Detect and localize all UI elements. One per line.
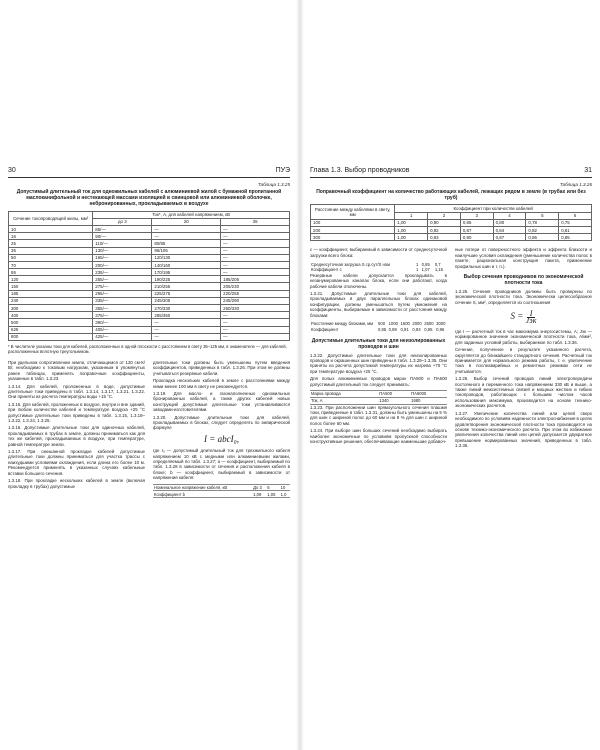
- distance-value: 1000: [388, 321, 398, 327]
- table-header-count-value: 6: [559, 212, 592, 219]
- right-column-2: [455, 247, 592, 450]
- voltage-value: 6: [266, 484, 279, 491]
- right-page: [300, 0, 600, 750]
- table-cell: 625: [9, 326, 93, 333]
- current-value: 1680: [410, 397, 447, 404]
- coef-value: 0,96: [436, 327, 445, 333]
- table-row: [9, 269, 290, 276]
- table-cell: 245/290: [221, 297, 290, 304]
- table-row: [9, 333, 290, 340]
- table-cell: 375/—: [93, 312, 152, 319]
- table-cell: 245/305: [152, 297, 221, 304]
- right-running-title: Глава 1.3. Выбор проводников: [310, 167, 410, 174]
- formula-lhs: S =: [510, 311, 524, 322]
- coef-value: 1: [416, 267, 419, 273]
- load-value: 0,7: [434, 261, 441, 267]
- table-cell: 210/255: [152, 283, 221, 290]
- table-cell: 0,85: [460, 219, 493, 226]
- table-cell: —: [152, 233, 221, 240]
- table-row: [311, 234, 592, 241]
- coef-value: 1,07: [421, 267, 430, 273]
- table-header-count: Коэффициент при количестве кабелей: [395, 205, 592, 212]
- table-cell: 255/—: [93, 276, 152, 283]
- load-value: 0,85: [421, 261, 430, 267]
- table-row: [9, 254, 290, 261]
- table-cell: 0,86: [526, 234, 559, 241]
- table-cell: 205/230: [221, 283, 290, 290]
- distance-value: 2000: [412, 321, 422, 327]
- coef-value: 0,93: [412, 327, 421, 333]
- table-row: [9, 312, 290, 319]
- table-footnote: * В числителе указаны токи для кабелей, расположенных в одной плоскости с расстоянием в свету 35–125 мм, в знаменателе — для кабелей, расположенных вплотную треугольником.: [8, 343, 287, 354]
- left-page-number: 30: [8, 167, 16, 174]
- table-header-count-value: 4: [493, 212, 526, 219]
- coef-label: Коэффициент c: [311, 267, 342, 273]
- table-cell: —: [221, 326, 290, 333]
- left-body-columns: [8, 360, 290, 498]
- paragraph: 1.3.17. При смешанной прокладке кабелей допустимые длительные токи должны приниматься для участка трассы с наихудшими условиями охлаждения, если длина его более 10 м. Рекомендуется применять в указанных случаях кабельные вставки большего сечения.: [8, 449, 145, 476]
- table-cell: 235/—: [93, 269, 152, 276]
- paragraph: где I — расчетный ток в час максимума энергосистемы, А; Jэк — нормированное значение экономической плотности тока, А/мм², для заданных условий работы, выбираемое по табл. 1.3.36.: [455, 329, 592, 345]
- paragraph: ные потери от поверхностного эффекта и эффекта близости и наилучшие условия охлаждения (уменьшение количества полос в пакете, рациональная конструкция пакета, применение профильных шин и т. п.).: [455, 247, 592, 269]
- wire-mark: ПА500: [378, 390, 410, 397]
- coef-value: 0,89: [388, 327, 397, 333]
- table-row: [9, 326, 290, 333]
- right-running-header: [310, 160, 592, 178]
- paragraph: где I₀ — допустимый длительный ток для трехжильного кабеля напряжением 10 кВ с медными или алюминиевыми жилами, определяемый по табл. 1.3.27; a — коэффициент, выбираемый по табл. 1.3.28 в зависимости от сечения и расположения кабеля в блоке; b — коэффициент, выбираемый в зависимости от напряжения кабеля:: [153, 448, 290, 481]
- table-row: [9, 319, 290, 326]
- table-cell: 150: [9, 283, 93, 290]
- paragraph: Сечение, полученное в результате указанного расчета, округляется до ближайшего стандартного сечения. Расчетный ток принимается для нормального режима работы, т. е. увеличение тока в послеаварийных и ремонтных режимах сети не учитывается.: [455, 347, 592, 374]
- paragraph: 1.3.19. Для масло- и газонаполненных одножильных бронированных кабелей, а также других кабелей новых конструкций допустимые длительные токи устанавливаются заводами-изготовителями.: [153, 391, 290, 413]
- table-cell: 335/—: [93, 297, 152, 304]
- table-row: [9, 247, 290, 254]
- table-cell: 500: [9, 319, 93, 326]
- table-cell: 300: [311, 234, 395, 241]
- table-cell: 95/105: [152, 247, 221, 254]
- table-cell: 1,00: [395, 234, 428, 241]
- distance-coefficient-table: [310, 321, 447, 333]
- table-cell: 0,85: [559, 234, 592, 241]
- table-cell: 0,87: [493, 234, 526, 241]
- table-title: Поправочный коэффициент на количество работающих кабелей, лежащих рядом в земле (в трубах или без труб): [316, 189, 586, 202]
- distance-label: Расстояние между блоками, мм: [311, 321, 374, 327]
- table-cell: —: [221, 225, 290, 232]
- paragraph: Резервные кабели допускается прокладывать в незанумерованных каналах блока, если они работают, когда рабочие кабели отключены.: [310, 272, 447, 289]
- right-page-number: 31: [584, 167, 592, 174]
- table-cell: 355/—: [93, 305, 152, 312]
- paragraph: 1.3.21. Допустимые длительные токи для кабелей, прокладываемых в двух параллельных блоках одинаковой конфигурации, должны уменьшаться путем умножения на коэффициенты, выбираемые в зависимости от расстояния между блоками:: [310, 290, 447, 318]
- coef-label: Коэффициент: [311, 327, 339, 333]
- table-cell: 0,80: [493, 219, 526, 226]
- table-row: [9, 225, 290, 232]
- table-cell: 16: [9, 233, 93, 240]
- paragraph: 1.3.14. Для кабелей, проложенных в воде, допустимые длительные токи приведены в табл. 1.3.14, 1.3.17, 1.3.21, 1.3.22. Они приняты из расчета температуры воды +15 °С.: [8, 383, 145, 400]
- table-cell: —: [221, 233, 290, 240]
- paragraph: 1.3.20. Допустимые длительные токи для кабелей, прокладываемых в блоках, следует определять по эмпирической формуле: [153, 414, 290, 431]
- table-cell: 0,82: [526, 226, 559, 233]
- table-header-section: Сечение токопроводящей жилы, мм²: [9, 211, 93, 225]
- table-cell: 405/—: [93, 326, 152, 333]
- table-cell: 0,81: [559, 226, 592, 233]
- table-cell: 70: [9, 261, 93, 268]
- table-cell: 110/—: [93, 240, 152, 247]
- table-row: [9, 233, 290, 240]
- table-cell: 0,92: [428, 226, 461, 233]
- table-cell: —: [221, 247, 290, 254]
- table-cell: 25: [9, 240, 93, 247]
- paragraph: 1.3.22. Допустимые длительные токи для неизолированных проводов и окрашенных шин приведены в табл. 1.3.29–1.3.35. Они приняты из расчета допустимой температуры их нагрева +70 °С при температуре воздуха +25 °С.: [310, 352, 447, 374]
- voltage-value: 10: [280, 484, 290, 491]
- table-cell: 400: [9, 312, 93, 319]
- coef-value: 1,16: [434, 267, 443, 273]
- table-cell: 275/—: [93, 283, 152, 290]
- paragraph: Для полых алюминиевых проводов марок ПА500 и ПА600 допустимый длительный ток следует принимать:: [310, 376, 447, 387]
- left-running-header: [8, 160, 290, 178]
- load-value: 1: [416, 261, 419, 267]
- table-cell: 0,90: [428, 219, 461, 226]
- table-row: [9, 297, 290, 304]
- paragraph: 1.3.15. Для кабелей, проложенных в воздухе, внутри и вне зданий, при любом количестве кабелей и температуре воздуха +25 °С допустимые длительные токи приведены в табл. 1.3.15, 1.3.18–1.3.22, 1.3.24, 1.3.25.: [8, 401, 145, 424]
- table-cell: 90/—: [93, 233, 152, 240]
- table-cell: 0,84: [493, 226, 526, 233]
- paragraph: 1.3.26. Выбор сечений проводов линий электропередачи постоянного и переменного тока напряжением 330 кВ и выше, а также линий межсистемных связей и мощных жестких и гибких токопроводов, работающих с большим числом часов использования максимума, производится на основе технико-экономических расчетов.: [455, 376, 592, 409]
- table-cell: —: [221, 254, 290, 261]
- table-cell: 95: [9, 269, 93, 276]
- table-cell: 0,75: [559, 219, 592, 226]
- table-cell: —: [221, 261, 290, 268]
- distance-value: 1500: [400, 321, 410, 327]
- current-table-1-3-25: [8, 211, 290, 341]
- table-cell: 200: [311, 226, 395, 233]
- distance-value: 2500: [424, 321, 434, 327]
- coef-value: 0,85: [378, 327, 387, 333]
- table-row: [311, 219, 592, 226]
- wire-mark: ПА6000: [410, 390, 447, 397]
- table-cell: 220/255: [221, 290, 290, 297]
- paragraph: 1.3.25. Сечения проводников должны быть проверены по экономической плотности тока. Экономически целесообразное сечение S, мм², определяется из соотношения: [455, 288, 592, 305]
- table-cell: 10: [9, 225, 93, 232]
- paragraph: 1.3.23. При расположении шин прямоугольного сечения плашмя токи, приведенные в табл. 1.3.31, должны быть уменьшены на 5 % для шин с шириной полос до 60 мм и на 8 % для шин с шириной полос более 60 мм.: [310, 404, 447, 426]
- table-cell: —: [221, 319, 290, 326]
- table-cell: —: [152, 225, 221, 232]
- table-title: Допустимый длительный ток для одножильных кабелей с алюминиевой жилой с бумажной пропитанной маслоканифольной и нестекающей массами изоляцией в свинцовой или алюминиевой оболочке, небронированных, прокладываемых в воздухе: [16, 189, 282, 208]
- table-cell: —: [221, 240, 290, 247]
- block-current-formula: I = abcI₀,: [204, 433, 239, 444]
- table-header-count-value: 3: [460, 212, 493, 219]
- distance-value: 3000: [436, 321, 446, 327]
- table-cell: 100: [311, 219, 395, 226]
- current-value: 1340: [378, 397, 410, 404]
- table-cell: —: [221, 269, 290, 276]
- table-cell: 270/330: [152, 305, 221, 312]
- coef-label: Коэффициент b: [153, 491, 252, 498]
- table-cell: 425/—: [93, 333, 152, 340]
- table-header-count-value: 5: [526, 212, 559, 219]
- table-row: [311, 226, 592, 233]
- coefficient-table-1-3-26: [310, 204, 592, 241]
- table-header-current: Ток*, А, для кабелей напряжением, кВ: [93, 211, 290, 218]
- table-row: [9, 305, 290, 312]
- table-cell: 240: [9, 297, 93, 304]
- table-row: [9, 290, 290, 297]
- voltage-value: До 3: [252, 484, 266, 491]
- left-column-1: [8, 360, 145, 498]
- formula-numerator: I: [527, 311, 536, 317]
- table-cell: 200/—: [93, 261, 152, 268]
- right-column-1: [310, 247, 447, 450]
- table-cell: 190/225: [152, 276, 221, 283]
- table-label: Таблица 1.3.25: [257, 182, 290, 187]
- table-cell: —: [221, 312, 290, 319]
- table-row: [9, 283, 290, 290]
- table-cell: 120: [9, 276, 93, 283]
- table-header-voltage: до 3: [93, 218, 152, 225]
- load-label: Среднесуточная загрузка S ср.сут/S ном: [311, 261, 391, 267]
- table-cell: 1,00: [395, 219, 428, 226]
- table-cell: 185/205: [221, 276, 290, 283]
- table-header-voltage: 20: [152, 218, 221, 225]
- paragraph: 1.3.16. Допустимые длительные токи для одиночных кабелей, прокладываемых в трубах в земле, должны приниматься как для тех же кабелей, прокладываемых в воздухе, при температуре, равной температуре земли.: [8, 425, 145, 447]
- table-header-distance: Расстояние между кабелями в свету, мм: [311, 205, 395, 219]
- paragraph: c — коэффициент, выбираемый в зависимости от среднесуточной загрузки всего блока:: [310, 247, 447, 258]
- distance-value: 500: [378, 321, 386, 327]
- formula-fraction: [526, 311, 537, 323]
- wire-label: Марка провода: [310, 390, 378, 397]
- table-cell: 130/—: [93, 247, 152, 254]
- table-cell: 225/275: [152, 290, 221, 297]
- voltage-coefficient-table: [153, 484, 290, 499]
- table-cell: 300: [9, 305, 93, 312]
- right-body-columns: [310, 247, 592, 450]
- table-cell: 50: [9, 254, 93, 261]
- table-cell: 165/—: [93, 254, 152, 261]
- table-cell: 260/330: [221, 305, 290, 312]
- table-cell: 35: [9, 247, 93, 254]
- table-row: [9, 240, 290, 247]
- left-column-2: [153, 360, 290, 498]
- table-cell: —: [221, 333, 290, 340]
- table-cell: 0,87: [460, 226, 493, 233]
- table-cell: 185: [9, 290, 93, 297]
- wire-current-table: [310, 390, 447, 405]
- section-heading: Выбор сечения проводников по экономической плотности тока: [463, 273, 584, 286]
- table-header-voltage: 35: [221, 218, 290, 225]
- table-cell: 0,90: [460, 234, 493, 241]
- coef-value: 1,0: [280, 491, 290, 498]
- table-cell: —: [152, 326, 221, 333]
- table-cell: 390/—: [93, 319, 152, 326]
- table-cell: 140/160: [152, 261, 221, 268]
- table-row: [9, 261, 290, 268]
- table-row: [9, 276, 290, 283]
- table-cell: 285/350: [152, 312, 221, 319]
- table-cell: 80/85: [152, 240, 221, 247]
- paragraph: 1.3.18. При прокладке нескольких кабелей в земле (включая прокладку в трубах) допустимые: [8, 478, 145, 489]
- table-cell: —: [152, 319, 221, 326]
- paragraph: Прокладка нескольких кабелей в земле с расстояниями между ними менее 100 мм в свету не рекомендуется.: [153, 378, 290, 389]
- coef-value: 1,09: [252, 491, 266, 498]
- paragraph: 1.3.24. При выборе шин больших сечений необходимо выбирать наиболее экономичные по условиям пропускной способности конструктивные решения, обеспечивающие наименьшие добавоч-: [310, 428, 447, 444]
- table-label: Таблица 1.3.26: [559, 182, 592, 187]
- formula-denominator: Jэк: [525, 315, 537, 325]
- paragraph: длительные токи должны быть уменьшены путем введения коэффициентов, приведенных в табл. 1.3.26. При этом не должны учитываться резервные кабели.: [153, 359, 290, 376]
- table-header-count-value: 2: [428, 212, 461, 219]
- table-cell: 120/130: [152, 254, 221, 261]
- economic-section-formula: [455, 311, 592, 323]
- table-cell: 0,93: [428, 234, 461, 241]
- coef-value: 0,95: [424, 327, 433, 333]
- section-heading: Допустимые длительные токи для неизолированных проводов и шин: [311, 337, 446, 350]
- coef-value: 0,91: [400, 327, 409, 333]
- paragraph: 1.3.27. Увеличение количества линий или цепей сверх необходимого по условиям надежности электроснабжения в целях удовлетворения экономической плотности тока производится на основе технико-экономического расчета. При этом во избежание увеличения количества линий или цепей допускается двукратное превышение нормированных значений, приведенных в табл. 1.3.36.: [455, 410, 592, 449]
- table-cell: 295/—: [93, 290, 152, 297]
- coef-value: 1,05: [266, 491, 279, 498]
- paragraph: При удельном сопротивлении земли, отличающемся от 120 см·К/Вт, необходимо к токовым нагрузкам, указанным в упомянутых ранее таблицах, применять поправочные коэффициенты, указанные в табл. 1.3.23.: [8, 359, 145, 382]
- load-coefficient-table: [310, 261, 447, 273]
- current-label: Ток, А: [310, 397, 378, 404]
- left-running-title: ПУЭ: [275, 167, 290, 174]
- table-cell: 1,00: [395, 226, 428, 233]
- table-cell: 170/195: [152, 269, 221, 276]
- table-header-count-value: 1: [395, 212, 428, 219]
- table-cell: —: [152, 333, 221, 340]
- table-cell: 0,78: [526, 219, 559, 226]
- table-cell: 85/—: [93, 225, 152, 232]
- voltage-label: Номинальное напряжение кабеля, кВ: [153, 484, 252, 491]
- table-cell: 800: [9, 333, 93, 340]
